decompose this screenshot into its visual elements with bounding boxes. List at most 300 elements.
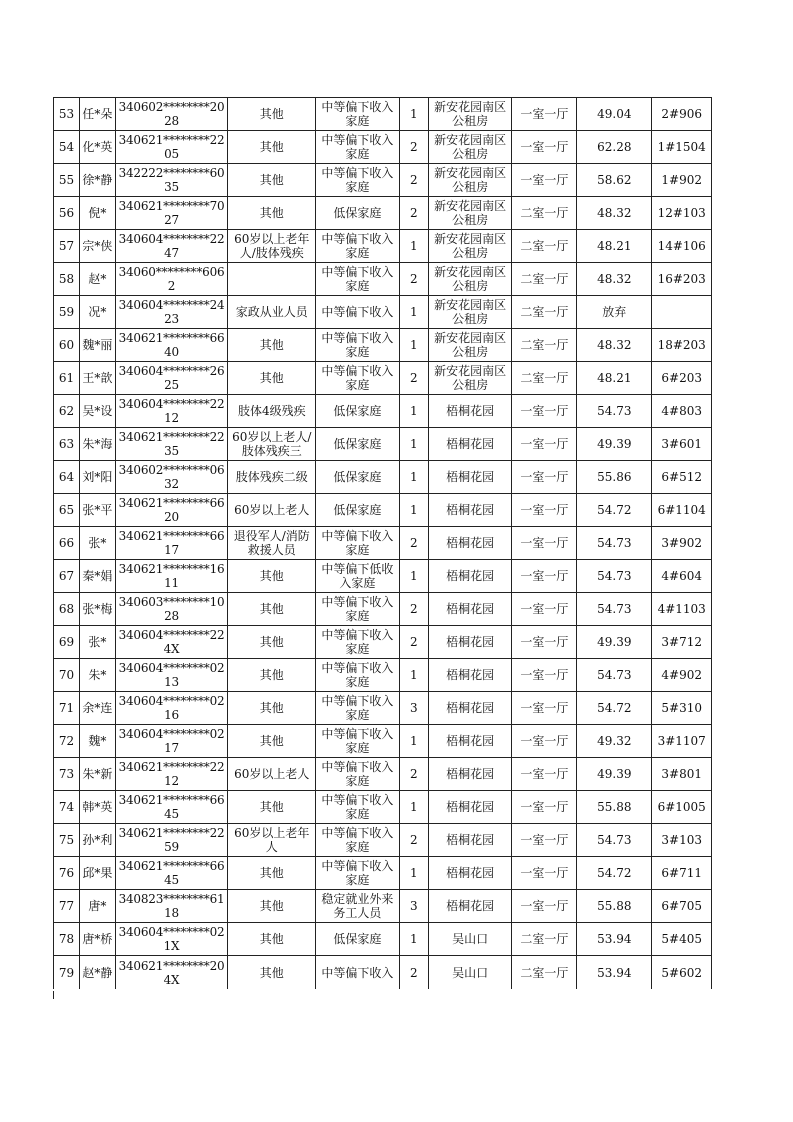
household-size: 1 xyxy=(399,560,428,593)
income-type: 低保家庭 xyxy=(316,428,400,461)
unit-layout: 一室一厅 xyxy=(512,395,577,428)
unit-layout: 一室一厅 xyxy=(512,461,577,494)
applicant-category: 其他 xyxy=(228,329,316,362)
id-number: 342222********6035 xyxy=(115,164,228,197)
unit-area: 49.39 xyxy=(577,758,652,791)
income-type: 中等偏下收入家庭 xyxy=(316,692,400,725)
unit-area: 放弃 xyxy=(577,296,652,329)
community-name: 梧桐花园 xyxy=(428,692,512,725)
room-number: 3#801 xyxy=(652,758,712,791)
unit-layout: 一室一厅 xyxy=(512,725,577,758)
unit-area: 48.21 xyxy=(577,230,652,263)
applicant-category: 其他 xyxy=(228,362,316,395)
room-number: 3#601 xyxy=(652,428,712,461)
unit-layout: 一室一厅 xyxy=(512,890,577,923)
room-number: 3#1107 xyxy=(652,725,712,758)
income-type: 中等偏下收入家庭 xyxy=(316,857,400,890)
household-size: 2 xyxy=(399,593,428,626)
community-name: 新安花园南区公租房 xyxy=(428,131,512,164)
applicant-name: 徐*静 xyxy=(80,164,116,197)
table-row xyxy=(54,923,712,956)
room-number: 18#203 xyxy=(652,329,712,362)
unit-area: 48.32 xyxy=(577,197,652,230)
income-type: 中等偏下收入家庭 xyxy=(316,98,400,131)
id-number: 340604********021X xyxy=(115,923,228,956)
applicant-name: 朱* xyxy=(80,659,116,692)
applicant-category: 其他 xyxy=(228,725,316,758)
table-row xyxy=(54,296,712,329)
room-number: 4#803 xyxy=(652,395,712,428)
id-number: 340604********0213 xyxy=(115,659,228,692)
room-number: 3#902 xyxy=(652,527,712,560)
room-number: 6#1104 xyxy=(652,494,712,527)
income-type: 中等偏下收入家庭 xyxy=(316,329,400,362)
community-name: 新安花园南区公租房 xyxy=(428,296,512,329)
applicant-name: 张* xyxy=(80,527,116,560)
unit-layout: 二室一厅 xyxy=(512,362,577,395)
applicant-category: 肢体残疾二级 xyxy=(228,461,316,494)
row-number: 76 xyxy=(54,857,80,890)
unit-layout: 二室一厅 xyxy=(512,230,577,263)
row-number: 73 xyxy=(54,758,80,791)
applicant-name: 吴*设 xyxy=(80,395,116,428)
unit-area: 55.86 xyxy=(577,461,652,494)
id-number: 340621********2259 xyxy=(115,824,228,857)
applicant-category: 60岁以上老年人/肢体残疾 xyxy=(228,230,316,263)
table-row xyxy=(54,164,712,197)
applicant-name: 张* xyxy=(80,626,116,659)
community-name: 梧桐花园 xyxy=(428,461,512,494)
applicant-name: 化*英 xyxy=(80,131,116,164)
community-name: 新安花园南区公租房 xyxy=(428,98,512,131)
applicant-name: 秦*娟 xyxy=(80,560,116,593)
household-size: 2 xyxy=(399,956,428,990)
unit-area: 49.04 xyxy=(577,98,652,131)
applicant-category: 其他 xyxy=(228,857,316,890)
unit-layout: 二室一厅 xyxy=(512,296,577,329)
id-number: 340621********2235 xyxy=(115,428,228,461)
applicant-name: 赵*静 xyxy=(80,956,116,990)
table-row xyxy=(54,329,712,362)
room-number: 1#902 xyxy=(652,164,712,197)
unit-layout: 二室一厅 xyxy=(512,197,577,230)
household-size: 2 xyxy=(399,164,428,197)
income-type: 中等偏下收入家庭 xyxy=(316,593,400,626)
table-row xyxy=(54,560,712,593)
household-size: 1 xyxy=(399,725,428,758)
household-size: 3 xyxy=(399,890,428,923)
unit-area: 58.62 xyxy=(577,164,652,197)
applicant-name: 倪* xyxy=(80,197,116,230)
room-number: 3#712 xyxy=(652,626,712,659)
id-number: 340603********1028 xyxy=(115,593,228,626)
income-type: 中等偏下收入家庭 xyxy=(316,263,400,296)
unit-area: 48.32 xyxy=(577,263,652,296)
row-number: 74 xyxy=(54,791,80,824)
table-row xyxy=(54,98,712,131)
income-type: 中等偏下收入家庭 xyxy=(316,791,400,824)
row-number: 66 xyxy=(54,527,80,560)
row-number: 69 xyxy=(54,626,80,659)
row-number: 53 xyxy=(54,98,80,131)
applicant-category: 其他 xyxy=(228,659,316,692)
id-number: 340621********6645 xyxy=(115,857,228,890)
unit-layout: 一室一厅 xyxy=(512,758,577,791)
income-type: 中等偏下收入 xyxy=(316,956,400,990)
household-size: 1 xyxy=(399,659,428,692)
community-name: 吴山口 xyxy=(428,923,512,956)
applicant-category: 其他 xyxy=(228,956,316,990)
room-number: 6#705 xyxy=(652,890,712,923)
unit-area: 55.88 xyxy=(577,791,652,824)
row-number: 78 xyxy=(54,923,80,956)
unit-layout: 一室一厅 xyxy=(512,857,577,890)
id-number: 340621********1611 xyxy=(115,560,228,593)
room-number: 4#1103 xyxy=(652,593,712,626)
table-row xyxy=(54,362,712,395)
room-number: 4#604 xyxy=(652,560,712,593)
community-name: 新安花园南区公租房 xyxy=(428,164,512,197)
community-name: 新安花园南区公租房 xyxy=(428,263,512,296)
applicant-category: 其他 xyxy=(228,560,316,593)
unit-area: 62.28 xyxy=(577,131,652,164)
community-name: 梧桐花园 xyxy=(428,626,512,659)
room-number: 5#310 xyxy=(652,692,712,725)
id-number: 340621********2205 xyxy=(115,131,228,164)
room-number: 12#103 xyxy=(652,197,712,230)
community-name: 梧桐花园 xyxy=(428,527,512,560)
room-number: 2#906 xyxy=(652,98,712,131)
id-number: 340621********6620 xyxy=(115,494,228,527)
row-number: 63 xyxy=(54,428,80,461)
household-size: 1 xyxy=(399,428,428,461)
community-name: 梧桐花园 xyxy=(428,791,512,824)
household-size: 1 xyxy=(399,98,428,131)
community-name: 梧桐花园 xyxy=(428,395,512,428)
table-row xyxy=(54,791,712,824)
unit-layout: 一室一厅 xyxy=(512,527,577,560)
unit-layout: 一室一厅 xyxy=(512,428,577,461)
table-row xyxy=(54,659,712,692)
room-number: 5#602 xyxy=(652,956,712,990)
table-row xyxy=(54,461,712,494)
table-row xyxy=(54,692,712,725)
unit-area: 54.72 xyxy=(577,494,652,527)
table-row xyxy=(54,626,712,659)
id-number: 340621********6645 xyxy=(115,791,228,824)
applicant-name: 张*平 xyxy=(80,494,116,527)
applicant-category: 60岁以上老人/肢体残疾三 xyxy=(228,428,316,461)
applicant-category: 家政从业人员 xyxy=(228,296,316,329)
id-number: 340621********6640 xyxy=(115,329,228,362)
id-number: 340602********2028 xyxy=(115,98,228,131)
income-type: 中等偏下收入家庭 xyxy=(316,230,400,263)
allocation-table xyxy=(53,97,712,989)
applicant-category xyxy=(228,263,316,296)
community-name: 梧桐花园 xyxy=(428,890,512,923)
row-number: 71 xyxy=(54,692,80,725)
row-number: 56 xyxy=(54,197,80,230)
table-row xyxy=(54,890,712,923)
unit-area: 54.73 xyxy=(577,560,652,593)
applicant-category: 60岁以上老年人 xyxy=(228,824,316,857)
row-number: 77 xyxy=(54,890,80,923)
household-size: 2 xyxy=(399,197,428,230)
unit-layout: 二室一厅 xyxy=(512,923,577,956)
unit-layout: 一室一厅 xyxy=(512,593,577,626)
income-type: 中等偏下收入家庭 xyxy=(316,527,400,560)
unit-area: 48.32 xyxy=(577,329,652,362)
table-edge-rule xyxy=(53,991,54,999)
room-number: 1#1504 xyxy=(652,131,712,164)
id-number: 340621********6617 xyxy=(115,527,228,560)
community-name: 梧桐花园 xyxy=(428,659,512,692)
room-number: 5#405 xyxy=(652,923,712,956)
applicant-category: 其他 xyxy=(228,890,316,923)
household-size: 2 xyxy=(399,758,428,791)
table-row xyxy=(54,758,712,791)
row-number: 61 xyxy=(54,362,80,395)
applicant-name: 孙*利 xyxy=(80,824,116,857)
income-type: 低保家庭 xyxy=(316,494,400,527)
applicant-category: 其他 xyxy=(228,626,316,659)
room-number xyxy=(652,296,712,329)
room-number: 14#106 xyxy=(652,230,712,263)
unit-area: 54.73 xyxy=(577,593,652,626)
id-number: 340604********2423 xyxy=(115,296,228,329)
household-size: 1 xyxy=(399,494,428,527)
applicant-name: 邱*果 xyxy=(80,857,116,890)
room-number: 6#711 xyxy=(652,857,712,890)
applicant-category: 退役军人/消防救援人员 xyxy=(228,527,316,560)
row-number: 54 xyxy=(54,131,80,164)
household-size: 1 xyxy=(399,857,428,890)
community-name: 梧桐花园 xyxy=(428,560,512,593)
id-number: 340823********6118 xyxy=(115,890,228,923)
id-number: 340604********2625 xyxy=(115,362,228,395)
room-number: 6#1005 xyxy=(652,791,712,824)
unit-layout: 二室一厅 xyxy=(512,329,577,362)
unit-area: 54.73 xyxy=(577,527,652,560)
applicant-category: 60岁以上老人 xyxy=(228,758,316,791)
unit-area: 54.72 xyxy=(577,857,652,890)
id-number: 340604********0216 xyxy=(115,692,228,725)
table-row xyxy=(54,131,712,164)
household-size: 2 xyxy=(399,626,428,659)
income-type: 低保家庭 xyxy=(316,923,400,956)
id-number: 340621********7027 xyxy=(115,197,228,230)
row-number: 60 xyxy=(54,329,80,362)
row-number: 72 xyxy=(54,725,80,758)
unit-layout: 一室一厅 xyxy=(512,791,577,824)
applicant-category: 其他 xyxy=(228,791,316,824)
income-type: 低保家庭 xyxy=(316,461,400,494)
applicant-category: 其他 xyxy=(228,692,316,725)
unit-layout: 二室一厅 xyxy=(512,263,577,296)
table-row xyxy=(54,230,712,263)
applicant-name: 宗*侠 xyxy=(80,230,116,263)
applicant-category: 肢体4级残疾 xyxy=(228,395,316,428)
table-row xyxy=(54,956,712,990)
applicant-name: 魏*丽 xyxy=(80,329,116,362)
applicant-name: 朱*新 xyxy=(80,758,116,791)
applicant-name: 唐*桥 xyxy=(80,923,116,956)
applicant-name: 任*朵 xyxy=(80,98,116,131)
income-type: 中等偏下收入家庭 xyxy=(316,626,400,659)
community-name: 梧桐花园 xyxy=(428,824,512,857)
row-number: 59 xyxy=(54,296,80,329)
id-number: 340621********2212 xyxy=(115,758,228,791)
applicant-category: 其他 xyxy=(228,923,316,956)
household-size: 1 xyxy=(399,791,428,824)
applicant-name: 韩*英 xyxy=(80,791,116,824)
applicant-category: 60岁以上老人 xyxy=(228,494,316,527)
id-number: 340602********0632 xyxy=(115,461,228,494)
table-row xyxy=(54,824,712,857)
room-number: 4#902 xyxy=(652,659,712,692)
table-row xyxy=(54,527,712,560)
row-number: 67 xyxy=(54,560,80,593)
income-type: 中等偏下收入家庭 xyxy=(316,824,400,857)
applicant-name: 张*梅 xyxy=(80,593,116,626)
row-number: 62 xyxy=(54,395,80,428)
income-type: 低保家庭 xyxy=(316,395,400,428)
unit-area: 54.73 xyxy=(577,824,652,857)
income-type: 中等偏下收入家庭 xyxy=(316,164,400,197)
row-number: 57 xyxy=(54,230,80,263)
applicant-category: 其他 xyxy=(228,593,316,626)
row-number: 64 xyxy=(54,461,80,494)
table-row xyxy=(54,593,712,626)
id-number: 340621********204X xyxy=(115,956,228,990)
row-number: 79 xyxy=(54,956,80,990)
unit-area: 54.72 xyxy=(577,692,652,725)
household-size: 2 xyxy=(399,527,428,560)
household-size: 1 xyxy=(399,461,428,494)
household-size: 2 xyxy=(399,263,428,296)
applicant-category: 其他 xyxy=(228,197,316,230)
household-size: 2 xyxy=(399,131,428,164)
applicant-name: 余*连 xyxy=(80,692,116,725)
row-number: 68 xyxy=(54,593,80,626)
unit-layout: 一室一厅 xyxy=(512,560,577,593)
household-size: 1 xyxy=(399,230,428,263)
applicant-category: 其他 xyxy=(228,164,316,197)
unit-area: 48.21 xyxy=(577,362,652,395)
room-number: 16#203 xyxy=(652,263,712,296)
applicant-name: 唐* xyxy=(80,890,116,923)
income-type: 中等偏下收入家庭 xyxy=(316,362,400,395)
unit-area: 49.32 xyxy=(577,725,652,758)
table-row xyxy=(54,725,712,758)
row-number: 58 xyxy=(54,263,80,296)
household-size: 1 xyxy=(399,923,428,956)
community-name: 新安花园南区公租房 xyxy=(428,362,512,395)
unit-area: 54.73 xyxy=(577,659,652,692)
applicant-name: 赵* xyxy=(80,263,116,296)
household-size: 1 xyxy=(399,296,428,329)
community-name: 梧桐花园 xyxy=(428,725,512,758)
community-name: 新安花园南区公租房 xyxy=(428,197,512,230)
community-name: 梧桐花园 xyxy=(428,758,512,791)
room-number: 6#203 xyxy=(652,362,712,395)
community-name: 梧桐花园 xyxy=(428,494,512,527)
table-row xyxy=(54,197,712,230)
unit-area: 54.73 xyxy=(577,395,652,428)
income-type: 中等偏下低收入家庭 xyxy=(316,560,400,593)
unit-area: 49.39 xyxy=(577,428,652,461)
unit-layout: 一室一厅 xyxy=(512,494,577,527)
income-type: 中等偏下收入家庭 xyxy=(316,725,400,758)
household-size: 1 xyxy=(399,329,428,362)
community-name: 梧桐花园 xyxy=(428,593,512,626)
row-number: 65 xyxy=(54,494,80,527)
table-row xyxy=(54,395,712,428)
applicant-name: 况* xyxy=(80,296,116,329)
household-size: 2 xyxy=(399,362,428,395)
applicant-category: 其他 xyxy=(228,98,316,131)
table-body xyxy=(54,98,712,990)
row-number: 70 xyxy=(54,659,80,692)
unit-layout: 一室一厅 xyxy=(512,164,577,197)
income-type: 低保家庭 xyxy=(316,197,400,230)
community-name: 新安花园南区公租房 xyxy=(428,329,512,362)
unit-layout: 二室一厅 xyxy=(512,956,577,990)
id-number: 34060********6062 xyxy=(115,263,228,296)
applicant-category: 其他 xyxy=(228,131,316,164)
community-name: 吴山口 xyxy=(428,956,512,990)
id-number: 340604********2212 xyxy=(115,395,228,428)
household-size: 2 xyxy=(399,824,428,857)
row-number: 55 xyxy=(54,164,80,197)
applicant-name: 朱*海 xyxy=(80,428,116,461)
table-row xyxy=(54,263,712,296)
household-size: 3 xyxy=(399,692,428,725)
unit-area: 49.39 xyxy=(577,626,652,659)
table-row xyxy=(54,857,712,890)
unit-layout: 一室一厅 xyxy=(512,131,577,164)
community-name: 梧桐花园 xyxy=(428,857,512,890)
community-name: 梧桐花园 xyxy=(428,428,512,461)
applicant-name: 王*歆 xyxy=(80,362,116,395)
unit-layout: 一室一厅 xyxy=(512,692,577,725)
room-number: 3#103 xyxy=(652,824,712,857)
income-type: 稳定就业外来务工人员 xyxy=(316,890,400,923)
unit-layout: 一室一厅 xyxy=(512,824,577,857)
income-type: 中等偏下收入家庭 xyxy=(316,758,400,791)
id-number: 340604********0217 xyxy=(115,725,228,758)
unit-layout: 一室一厅 xyxy=(512,98,577,131)
id-number: 340604********2247 xyxy=(115,230,228,263)
income-type: 中等偏下收入家庭 xyxy=(316,131,400,164)
household-size: 1 xyxy=(399,395,428,428)
income-type: 中等偏下收入 xyxy=(316,296,400,329)
table-row xyxy=(54,428,712,461)
room-number: 6#512 xyxy=(652,461,712,494)
unit-area: 53.94 xyxy=(577,956,652,990)
applicant-name: 魏* xyxy=(80,725,116,758)
unit-layout: 一室一厅 xyxy=(512,659,577,692)
id-number: 340604********224X xyxy=(115,626,228,659)
table-row xyxy=(54,494,712,527)
unit-area: 55.88 xyxy=(577,890,652,923)
income-type: 中等偏下收入家庭 xyxy=(316,659,400,692)
community-name: 新安花园南区公租房 xyxy=(428,230,512,263)
row-number: 75 xyxy=(54,824,80,857)
unit-layout: 一室一厅 xyxy=(512,626,577,659)
unit-area: 53.94 xyxy=(577,923,652,956)
applicant-name: 刘*阳 xyxy=(80,461,116,494)
